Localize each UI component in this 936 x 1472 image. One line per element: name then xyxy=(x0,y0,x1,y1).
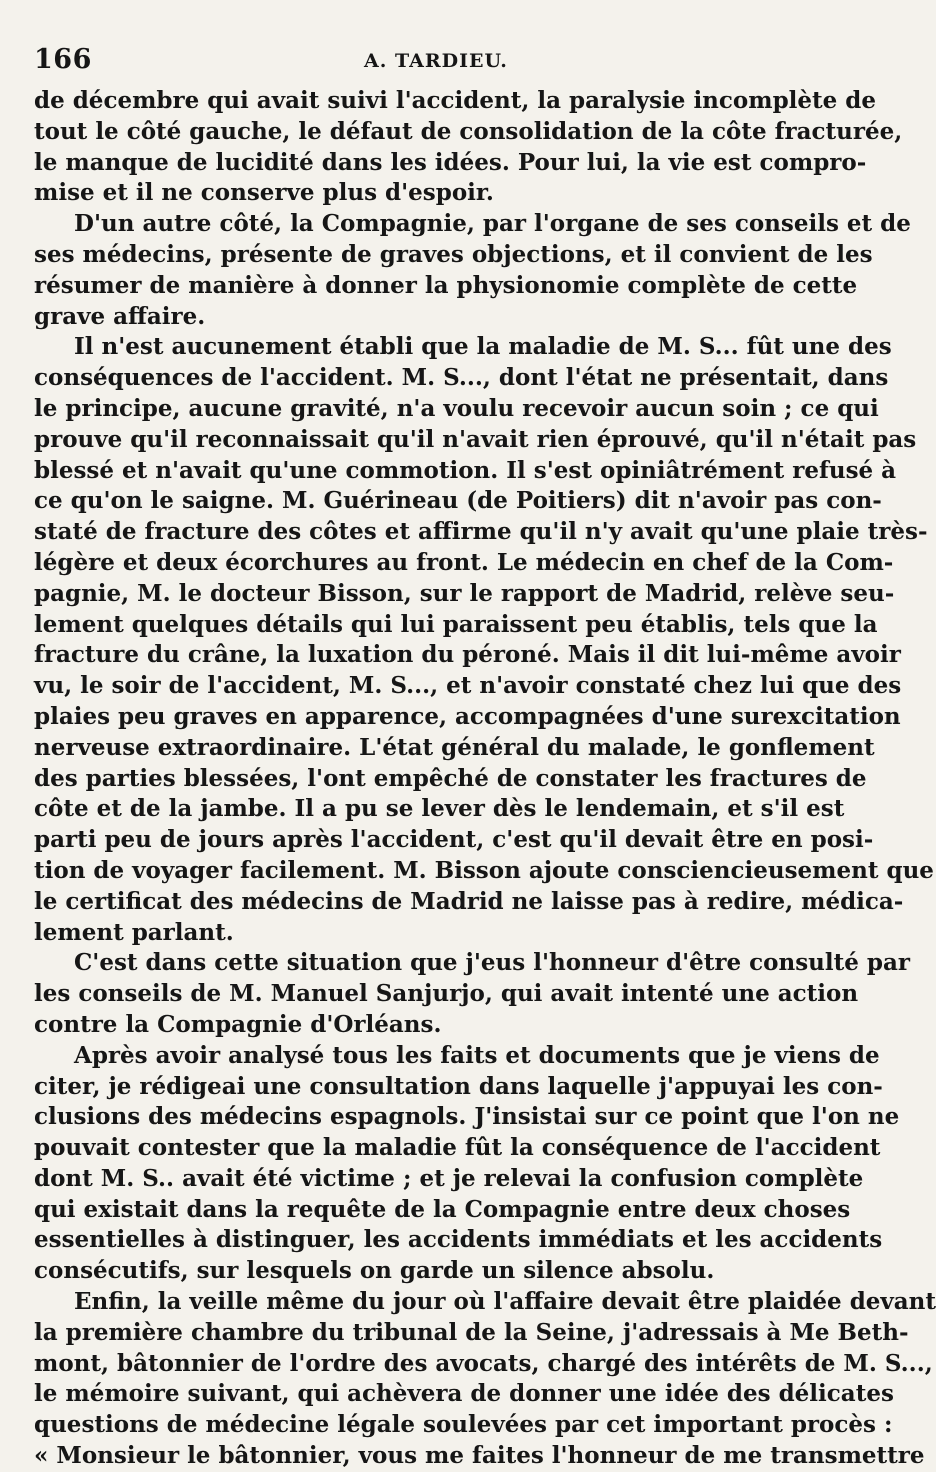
text-line: le manque de lucidité dans les idées. Pour lui, la vie est compro- xyxy=(34,148,867,176)
text-line: tout le côté gauche, le défaut de consolidation de la côte fracturée, xyxy=(34,117,903,145)
text-line: Il n'est aucunement établi que la maladie de M. S... fût une des xyxy=(74,333,892,361)
text-line: la première chambre du tribunal de la Seine, j'adressais à Me Beth- xyxy=(34,1318,909,1346)
text-line: des parties blessées, l'ont empêché de constater les fractures de xyxy=(34,764,867,792)
text-line: le certificat des médecins de Madrid ne laisse pas à redire, médica- xyxy=(34,887,904,915)
text-line: consécutifs, sur lesquels on garde un silence absolu. xyxy=(34,1257,715,1285)
text-line: questions de médecine légale soulevées par cet important procès : xyxy=(34,1411,893,1439)
text-line: blessé et n'avait qu'une commotion. Il s'est opiniâtrément refusé à xyxy=(34,456,897,484)
body-text xyxy=(34,86,936,1472)
text-line: nerveuse extraordinaire. L'état général du malade, le gonflement xyxy=(34,733,875,761)
text-line: citer, je rédigeai une consultation dans laquelle j'appuyai les con- xyxy=(34,1072,883,1100)
page-header xyxy=(34,44,766,80)
text-line: résumer de manière à donner la physionomie complète de cette xyxy=(34,271,858,299)
text-line: mont, bâtonnier de l'ordre des avocats, chargé des intérêts de M. S..., xyxy=(34,1349,933,1377)
page-number: 166 xyxy=(34,44,92,75)
text-line: clusions des médecins espagnols. J'insistai sur ce point que l'on ne xyxy=(34,1103,900,1131)
text-line: ce qu'on le saigne. M. Guérineau (de Poitiers) dit n'avoir pas con- xyxy=(34,487,882,515)
text-line: dont M. S.. avait été victime ; et je relevai la confusion complète xyxy=(34,1164,864,1192)
text-line: conséquences de l'accident. M. S..., dont l'état ne présentait, dans xyxy=(34,364,889,392)
text-line: de décembre qui avait suivi l'accident, la paralysie incomplète de xyxy=(34,87,877,114)
text-line: lement parlant. xyxy=(34,918,234,946)
text-line: côte et de la jambe. Il a pu se lever dès le lendemain, et s'il est xyxy=(34,795,845,823)
text-line: parti peu de jours après l'accident, c'est qu'il devait être en posi- xyxy=(34,826,874,854)
text-line: le principe, aucune gravité, n'a voulu recevoir aucun soin ; ce qui xyxy=(34,394,879,422)
text-line: Enfin, la veille même du jour où l'affaire devait être plaidée devant xyxy=(74,1288,936,1316)
text-line: contre la Compagnie d'Orléans. xyxy=(34,1010,442,1038)
text-line: pagnie, M. le docteur Bisson, sur le rapport de Madrid, relève seu- xyxy=(34,579,895,607)
text-line: D'un autre côté, la Compagnie, par l'organe de ses conseils et de xyxy=(74,210,911,238)
text-line: légère et deux écorchures au front. Le médecin en chef de la Com- xyxy=(34,548,894,576)
text-line: Après avoir analysé tous les faits et documents que je viens de xyxy=(74,1041,880,1069)
text-line: tion de voyager facilement. M. Bisson ajoute consciencieusement que xyxy=(34,856,934,884)
text-line: les conseils de M. Manuel Sanjurjo, qui avait intenté une action xyxy=(34,980,859,1008)
text-line: essentielles à distinguer, les accidents immédiats et les accidents xyxy=(34,1226,883,1254)
text-line: ses médecins, présente de graves objections, et il convient de les xyxy=(34,240,873,268)
text-line: fracture du crâne, la luxation du péroné. Mais il dit lui-même avoir xyxy=(34,641,901,669)
text-line: grave affaire. xyxy=(34,302,206,330)
text-line: le mémoire suivant, qui achèvera de donner une idée des délicates xyxy=(34,1380,894,1408)
text-line: pouvait contester que la maladie fût la conséquence de l'accident xyxy=(34,1134,881,1162)
running-head: A. TARDIEU. xyxy=(364,50,508,72)
text-line: qui existait dans la requête de la Compagnie entre deux choses xyxy=(34,1195,851,1223)
text-line: prouve qu'il reconnaissait qu'il n'avait rien éprouvé, qu'il n'était pas xyxy=(34,425,917,453)
text-line: lement quelques détails qui lui paraissent peu établis, tels que la xyxy=(34,610,878,638)
text-line: « Monsieur le bâtonnier, vous me faites l'honneur de me transmettre xyxy=(34,1442,925,1470)
text-line: staté de fracture des côtes et affirme qu'il n'y avait qu'une plaie très- xyxy=(34,518,928,546)
text-line: plaies peu graves en apparence, accompagnées d'une surexcitation xyxy=(34,702,901,730)
text-line: vu, le soir de l'accident, M. S..., et n'avoir constaté chez lui que des xyxy=(34,672,902,700)
text-line: mise et il ne conserve plus d'espoir. xyxy=(34,179,494,207)
text-line: C'est dans cette situation que j'eus l'honneur d'être consulté par xyxy=(74,949,910,977)
